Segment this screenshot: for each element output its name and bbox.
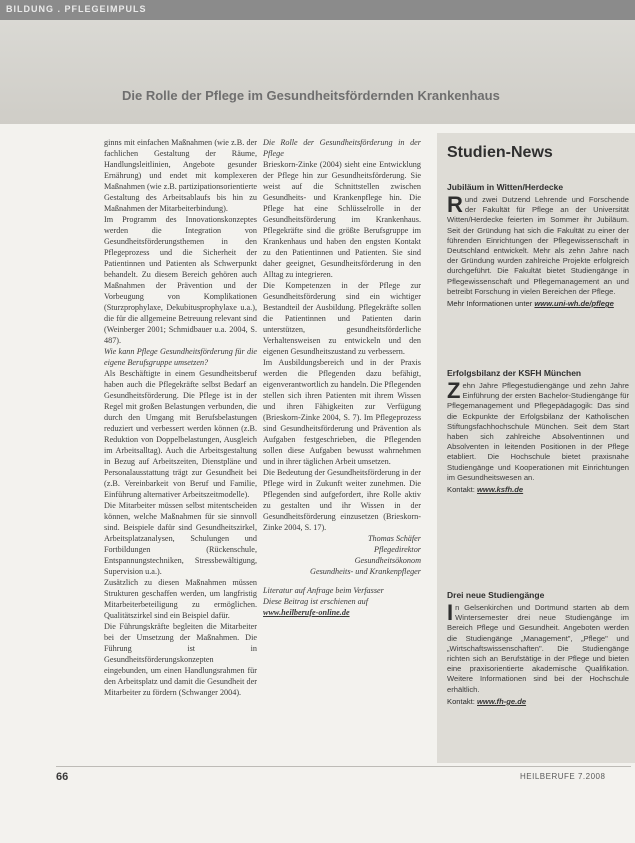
section-label: BILDUNG . PFLEGEIMPULS <box>6 4 147 14</box>
author-role: Gesundheits- und Krankenpfleger <box>310 567 421 576</box>
footer-rule <box>56 766 631 767</box>
news-item-studiengaenge <box>447 590 629 706</box>
drop-cap: I <box>447 600 454 625</box>
author-signature <box>263 533 421 577</box>
author-role: Gesundheitsökonom <box>354 556 421 565</box>
article-headline: Die Rolle der Pflege im Gesundheitsfördernden Krankenhaus <box>122 88 500 103</box>
news-body: ehn Jahre Pflegestudiengänge und zehn Jahre Einführung der ersten Bachelor-Studiengänge für Pflegemanagement und Pflegepädagogik: Das sind die Eckpunkte der Erfolgsbilanz der Katholischen Stiftungsfachhochschule München. Seit dem Start haben sich zahlreiche Absolventinnen und Absolventen in leitenden Positionen in der Pflege etabliert. Die Hochschule bietet praxisnahe Studiengänge und Kooperationen mit Einrichtungen im Gesundheitswesen an. <box>447 381 629 482</box>
page-number: 66 <box>56 771 69 783</box>
paragraph: Im Ausbildungsbereich und in der Praxis werden die Pflegenden dazu befähigt, eigenverantwortlich zu handeln. Die Pflegenden stellen sich ihren Patienten mit ihrem Wissen und ihren Fähigkeiten zur Verfügung (Brieskorn-Zinke 2004, S. 7). Im Pflegeprozess sind Gesundheitsförderung und Prävention als Aufgaben festgeschrieben, die Pflegenden sollen diese Aufgaben bewusst wahrnehmen und in ihrer täglichen Arbeit umsetzen. <box>263 358 422 466</box>
news-heading: Erfolgsbilanz der KSFH München <box>447 368 582 378</box>
source-line: Diese Beitrag ist erschienen auf <box>263 597 369 606</box>
author-role: Pflegedirektor <box>374 545 421 554</box>
subheading: Die Rolle der Gesundheitsförderung in der Pflege <box>263 138 421 158</box>
paragraph: Brieskorn-Zinke (2004) sieht eine Entwicklung der Pflege hin zur Gesundheitsförderung. Sie weist auf die Schnittstellen zwischen Gesundheits- und Krankenpflege hin. Die Pflege hat eine Schlüsselrolle in der Gesundheitsförderung im Krankenhaus. Pflegekräfte sind die größte Berufsgruppe im Krankenhaus und haben den engsten Kontakt zu den Patientinnen und Patienten. Sie sind daher geeignet, Gesundheitsförderung in den Alltag zu integrieren. <box>263 160 421 279</box>
drop-cap: R <box>447 192 463 217</box>
subheading: Wie kann Pflege Gesundheitsförderung für die eigene Berufsgruppe umsetzen? <box>104 347 257 367</box>
middle-column <box>263 137 421 618</box>
news-link[interactable]: www.uni-wh.de/pflege <box>534 299 614 309</box>
news-text <box>447 600 629 695</box>
left-column <box>104 137 257 698</box>
news-link-prefix: Kontakt: <box>447 696 475 706</box>
news-heading: Drei neue Studiengänge <box>447 590 545 600</box>
paragraph: Die Bedeutung der Gesundheitsförderung in der Pflege wird in Zukunft weiter zunehmen. Die Pflegenden sind aufgefordert, ihre Rolle aktiv zu gestalten und ihr Wissen in der Gesundheitsförderung einzusetzen (Brieskorn-Zinke 2004, S. 17). <box>263 468 421 532</box>
news-body: und zwei Dutzend Lehrende und Forschende der Fakultät für Pflege an der Universität Witten/Herdecke feierten im Sommer ihr Jubiläum. Seit der Gründung hat sich die Fakultät zu einer der führenden Einrichtungen der Pflegewissenschaft in Deutschland entwickelt. Mehr als zehn Jahre nach der Gründung wurden zahlreiche Projekte erfolgreich durchgeführt. Die Fakultät bietet Studiengänge in Pflegewissenschaft und Pflegemanagement an und betreibt Forschung in vielen Bereichen der Pflege. <box>447 195 629 296</box>
drop-cap: Z <box>447 378 461 403</box>
sidebar-title: Studien-News <box>447 144 553 161</box>
paragraph: Zusätzlich zu diesen Maßnahmen müssen Strukturen geschaffen werden, um langfristig Mitarbeiterbeteiligung zu ermöglichen. Qualitätszirkel sind ein Beispiel dafür. <box>104 578 257 620</box>
news-item-witten <box>447 182 629 308</box>
section-bar <box>0 0 635 20</box>
paragraph: ginns mit einfachen Maßnahmen (wie z.B. der fachlichen Gestaltung der Räume, Handlungsleitlinien, Angebote gesunder Ernährung) und endet mit komplexeren Maßnahmen (wie z.B. partizipationsorientierte Gestaltung des Arbeitsablaufs bis hin zu Maßnahmen der Mitarbeiterbindung). <box>104 138 258 213</box>
news-text <box>447 378 629 483</box>
source-link[interactable]: www.heilberufe-online.de <box>263 608 350 617</box>
paragraph: Im Programm des Innovationskonzeptes werden die Integration von Gesundheitsförderungsthemen in den Pflegeprozess und die Sicherheit der Patientinnen und Patienten als Schwerpunkt behandelt. Zu diesem Bereich gehören auch Maßnahmen der Prävention und der Vorbeugung von Komplikationen (Sturzprophylaxe, Dekubitusprophylaxe u.a.), die für die allgemeine Betreuung relevant sind (Weinberger 2001; Schmidbauer u.a. 2004, S. 487). <box>104 215 257 345</box>
paragraph: Die Kompetenzen in der Pflege zur Gesundheitsförderung sind ein wichtiger Bestandteil der Ausbildung. Pflegekräfte sollen die Patientinnen und Patienten darin unterstützen, gesundheitsförderliche Verhaltensweisen zu entwickeln und den eigenen Gesundheitszustand zu verbessern. <box>263 281 421 356</box>
news-link-prefix: Mehr Informationen unter <box>447 299 533 309</box>
news-heading: Jubiläum in Witten/Herdecke <box>447 182 564 192</box>
paragraph: Die Führungskräfte begleiten die Mitarbeiter bei der Umsetzung der Maßnahmen. Die Führung ist in Gesundheitsförderungskonzepten eingebunden, um einen Handlungsrahmen für den Arbeitsplatz und damit die Gesundheit der Mitarbeiter zu fördern (Schwanger 2004). <box>104 622 257 697</box>
author-name: Thomas Schäfer <box>368 534 421 543</box>
news-text <box>447 192 629 297</box>
news-link-line <box>447 485 629 494</box>
news-body: n Gelsenkirchen und Dortmund starten ab dem Wintersemester drei neue Studiengänge im Bereich Pflege und Gesundheit. Angeboten werden die Studiengänge „Management", „Pflege" und „Wirtschaftswissenschaften". Die Studiengänge richten sich an Berufstätige in der Pflege und bieten eine praxisorientierte akademische Qualifikation. Weitere Informationen sind bei der Hochschule erhältlich. <box>447 603 629 694</box>
source-note <box>263 585 421 618</box>
news-link[interactable]: www.ksfh.de <box>477 485 524 495</box>
news-item-ksfh <box>447 368 629 494</box>
header-band <box>0 20 635 124</box>
paragraph: Die Mitarbeiter müssen selbst mitentscheiden können, welche Maßnahmen für sie sinnvoll sind. Beispiele dafür sind Gesundheitszirkel, Arbeitsplatzanalysen, Schulungen und Fortbildungen (Rückenschule, Entspannungstechniken, Stressbewältigung, Supervision u.a.). <box>104 501 257 576</box>
source-line: Literatur auf Anfrage beim Verfasser <box>263 586 384 595</box>
news-link-line <box>447 299 629 308</box>
issue-label: HEILBERUFE 7.2008 <box>520 772 606 781</box>
news-link-prefix: Kontakt: <box>447 485 475 495</box>
paragraph: Als Beschäftigte in einem Gesundheitsberuf haben auch die Pflegekräfte selbst Bedarf an Gesundheitsförderung. Die Pflege ist in der Regel mit großen Belastungen verbunden, die durch den Umgang mit Berufsbelastungen reduziert und verbessert werden können (z.B. Reduktion von Doppelbelastungen, Ausgleich im Arbeitsalltag). Auch die Arbeitsgestaltung in Bezug auf Arbeitszeiten, Dienstpläne und Personalausstattung trägt zur Gesundheit bei (z.B. Vereinbarkeit von Beruf und Familie, Einführung alternativer Arbeitszeitmodelle). <box>104 369 257 499</box>
news-link[interactable]: www.fh-ge.de <box>477 696 527 706</box>
news-link-line <box>447 697 629 706</box>
